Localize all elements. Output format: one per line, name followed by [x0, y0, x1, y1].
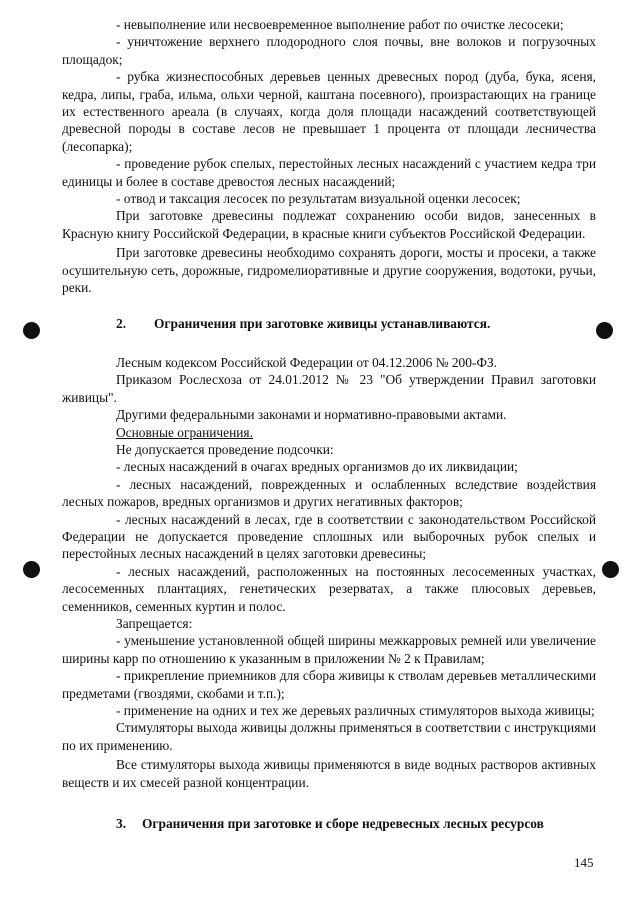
section-heading-3 — [62, 815, 596, 832]
section-title: Ограничения при заготовке живицы устанавливаются. — [154, 315, 491, 331]
punch-hole-right-bottom — [602, 561, 619, 578]
paragraph: Запрещается: — [116, 616, 193, 631]
document-body — [62, 16, 596, 832]
section-number: 3. — [116, 816, 127, 832]
paragraph: Другими федеральными законами и нормативно-правовыми актами. — [116, 407, 507, 423]
underlined-heading: Основные ограничения. — [116, 424, 253, 440]
section-title: Ограничения при заготовке и сборе недревесных лесных ресурсов — [142, 816, 544, 832]
paragraph: - лесных насаждений в лесах, где в соответствии с законодательством Российской Федерации не допускается проведение сплошных или выборочных рубок спелых и перестойных лесных насаждений в целях заготовки древесины; — [62, 511, 596, 562]
paragraph: При заготовке древесины подлежат сохранению особи видов, занесенных в Красную книгу Российской Федерации, в красные книги субъектов Российской Федерации. — [62, 208, 596, 241]
page-number: 145 — [574, 855, 594, 870]
paragraph: При заготовке древесины необходимо сохранять дороги, мосты и просеки, а также осушительную сеть, дорожные, гидромелиоративные и другие сооружения, водотоки, ручьи, реки. — [62, 245, 596, 296]
paragraph: Не допускается проведение подсочки: — [116, 441, 334, 457]
paragraph: - отвод и таксация лесосек по результатам визуальной оценки лесосек; — [116, 191, 521, 207]
paragraph: - лесных насаждений, расположенных на постоянных лесосеменных участках, лесосеменных плантациях, генетических резерватах, а также плюсовых деревьев, семенников, семенных куртин и полос. — [62, 563, 596, 614]
paragraph: - уничтожение верхнего плодородного слоя почвы, вне волоков и погрузочных площадок; — [62, 34, 596, 67]
paragraph: - уменьшение установленной общей ширины межкарровых ремней или увеличение ширины карр по отношению к указанным в приложении № 2 к Правилам; — [62, 633, 596, 666]
paragraph: - невыполнение или несвоевременное выполнение работ по очистке лесосеки; — [116, 17, 564, 32]
paragraph: Стимуляторы выхода живицы должны применяться в соответствии с инструкциями по их применению. — [62, 720, 596, 753]
paragraph: - проведение рубок спелых, перестойных лесных насаждений с участием кедра три единицы и более в составе древостоя лесных насаждений; — [62, 156, 596, 189]
paragraph: Приказом Рослесхоза от 24.01.2012 № 23 "Об утверждении Правил заготовки живицы". — [62, 372, 596, 405]
punch-hole-right-top — [596, 322, 613, 339]
section-heading-2 — [62, 315, 596, 332]
paragraph: - рубка жизнеспособных деревьев ценных древесных пород (дуба, бука, ясеня, кедра, липы, граба, ильма, ольхи черной, каштана посевного), произрастающих на границе их естественного ареала (в случаях, когда доля площади насаждений соответствующей древесной породы в составе лесов не превышает 1 процента от площади лесничества (лесопарка); — [62, 69, 596, 154]
paragraph: - лесных насаждений в очагах вредных организмов до их ликвидации; — [116, 459, 518, 475]
punch-hole-left-top — [23, 322, 40, 339]
paragraph: - применение на одних и тех же деревьях различных стимуляторов выхода живицы; — [116, 703, 595, 719]
paragraph: Лесным кодексом Российской Федерации от 04.12.2006 № 200-ФЗ. — [116, 354, 498, 370]
punch-hole-left-bottom — [23, 561, 40, 578]
paragraph: - прикрепление приемников для сбора живицы к стволам деревьев металлическими предметами (гвоздями, скобами и т.п.); — [62, 668, 596, 701]
paragraph: - лесных насаждений, поврежденных и ослабленных вследствие воздействия лесных пожаров, вредных организмов и других негативных факторов; — [62, 476, 596, 510]
paragraph: Все стимуляторы выхода живицы применяются в виде водных растворов активных веществ и их смесей разной концентрации. — [62, 757, 596, 790]
section-number: 2. — [116, 315, 127, 331]
